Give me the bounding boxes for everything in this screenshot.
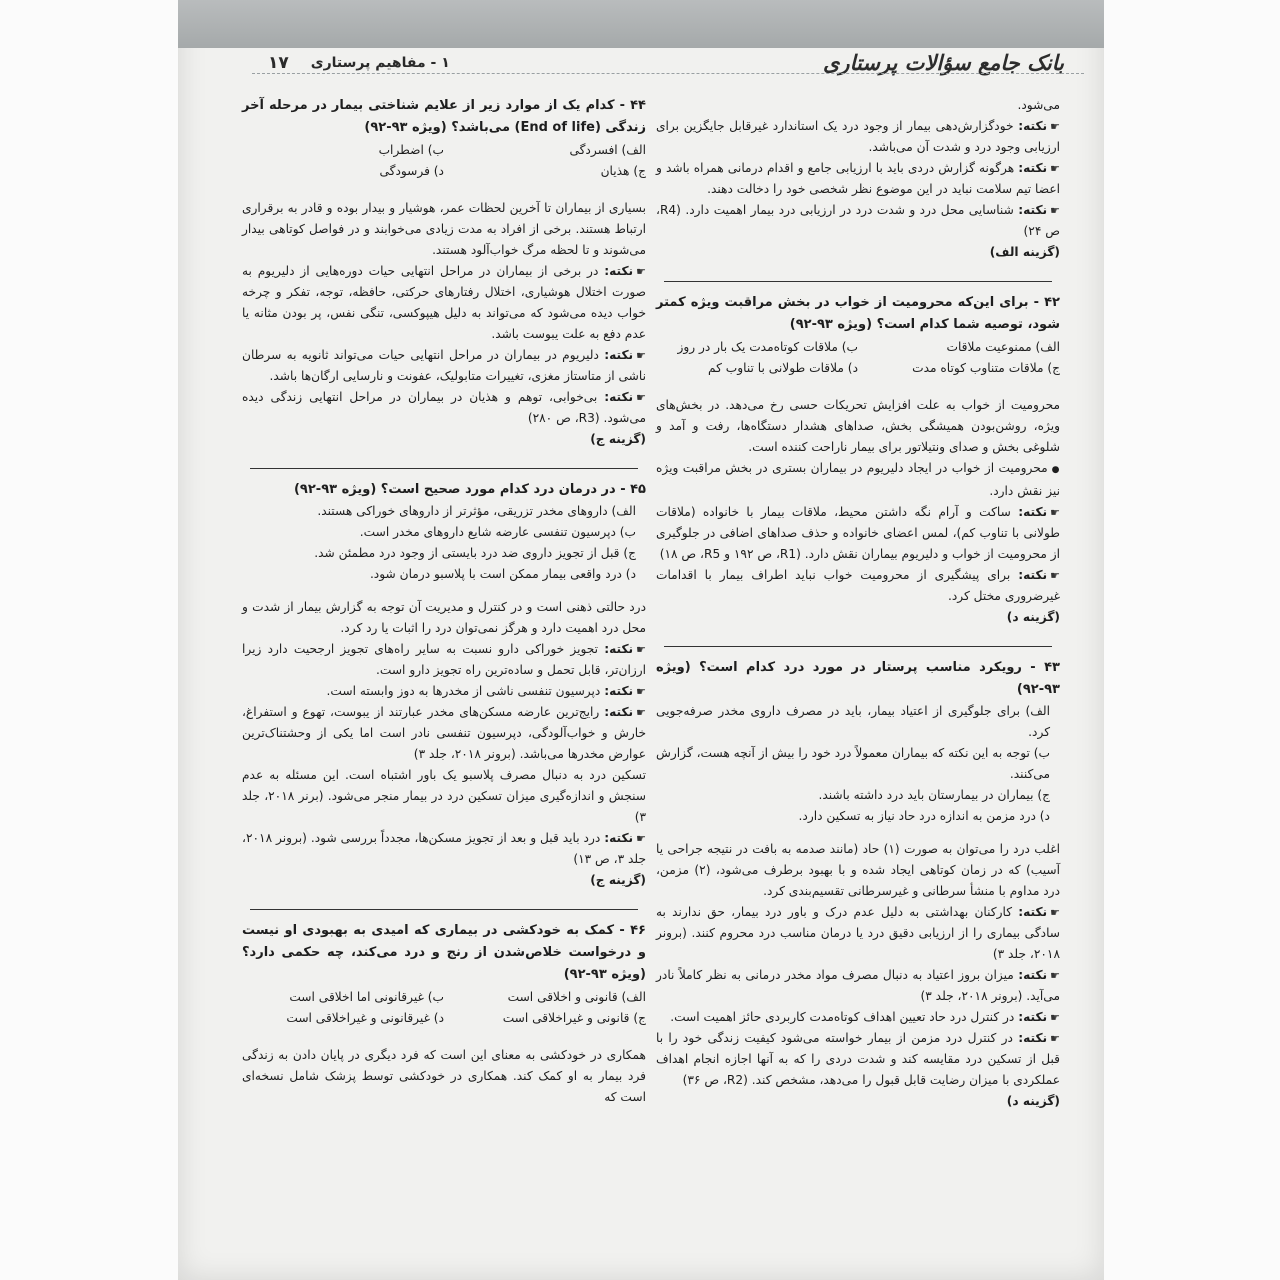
bullet-point: ● محرومیت از خواب در ایجاد دلیریوم در بیماران بستری در بخش مراقبت ویژه نیز نقش دارد. [656, 458, 1060, 502]
explanation: اغلب درد را می‌توان به صورت (۱) حاد (مانند صدمه به بافت در نتیجه جراحی یا آسیب) که در زمان کوتاهی ایجاد شده و با بهبود برطرف می‌شود، (۲) مزمن، درد مداوم با منشأ سرطانی و غیرسرطانی تقسیم‌بندی کرد. [656, 842, 1060, 898]
answer: (گزینه د) [1006, 610, 1060, 624]
note: ☛ نکته: تجویز خوراکی دارو نسبت به سایر راه‌های تجویز ارجحیت دارد زیرا ارزان‌تر، قابل تحمل و ساده‌ترین راه تجویز دارو است. [242, 639, 646, 681]
question-45: ۴۵ - در درمان درد کدام مورد صحیح است؟ (ویژه ۹۳-۹۲) [293, 482, 646, 497]
option: د) فرسودگی [379, 164, 444, 178]
answer: (گزینه الف) [989, 245, 1060, 259]
note: ☛ نکته: بی‌خوابی، توهم و هذیان در بیماران در مراحل انتهایی زندگی دیده می‌شود. (R3، ص ۲۸۰) [242, 387, 646, 429]
option: ب) دپرسیون تنفسی عارضه شایع داروهای مخدر است. [359, 525, 636, 539]
note-label: ☛ نکته: [1018, 968, 1060, 982]
answer: (گزینه ج) [590, 873, 646, 887]
option: الف) افسردگی [569, 143, 646, 157]
question-separator [250, 468, 638, 469]
note: ☛ نکته: کارکنان بهداشتی به دلیل عدم درک و باور درد بیمار، حق ندارند به سادگی بیماری را از ارزیابی دقیق درد یا درمان مناسب درد محروم کنند. (برونر ۲۰۱۸، جلد ۳) [656, 902, 1060, 965]
left-column [242, 95, 646, 1108]
note-label: ☛ نکته: [604, 831, 646, 845]
option: الف) ممنوعیت ملاقات [946, 340, 1060, 354]
note-label: ☛ نکته: [1018, 203, 1060, 217]
question-43: ۴۳ - رویکرد مناسب پرستار در مورد درد کدام است؟ (ویژه ۹۳-۹۲) [656, 660, 1060, 697]
option: ب) ملاقات کوتاه‌مدت یک بار در روز [677, 340, 858, 354]
note-label: ☛ نکته: [1018, 568, 1060, 582]
note: ☛ نکته: برای پیشگیری از محرومیت خواب نباید اطراف بیمار با اقدامات غیرضروری مختل کرد. [656, 565, 1060, 607]
note: ☛ نکته: در کنترل درد حاد تعیین اهداف کوتاه‌مدت کاربردی حائز اهمیت است. [656, 1007, 1060, 1028]
option: ب) غیرقانونی اما اخلاقی است [289, 990, 444, 1004]
option: ج) قبل از تجویز داروی ضد درد بایستی از وجود درد مطمئن شد. [314, 546, 636, 560]
option: الف) برای جلوگیری از اعتیاد بیمار، باید در مصرف داروی مخدر صرفه‌جویی کرد. [656, 704, 1050, 739]
option: ج) هذیان [600, 164, 646, 178]
question-46-options [242, 987, 646, 1029]
option: ج) ملاقات متناوب کوتاه مدت [912, 361, 1060, 375]
continued-text: می‌شود. [1017, 98, 1060, 112]
note: ☛ نکته: دپرسیون تنفسی ناشی از مخدرها به دوز وابسته است. [242, 681, 646, 702]
note-label: ☛ نکته: [604, 684, 646, 698]
header-band [178, 0, 1104, 48]
option: ب) توجه به این نکته که بیماران معمولاً درد خود را بیش از آنچه هست، گزارش می‌کنند. [656, 746, 1050, 781]
question-43-options [656, 701, 1060, 827]
answer: (گزینه د) [1006, 1094, 1060, 1108]
question-42-options [656, 337, 1060, 379]
question-42: ۴۲ - برای این‌که محرومیت از خواب در بخش مراقبت ویژه کمتر شود، توصیه شما کدام است؟ (ویژه ۹۳-۹۲) [656, 295, 1060, 332]
note: ☛ نکته: در کنترل درد مزمن از بیمار خواسته می‌شود کیفیت زندگی خود را با قبل از تسکین درد مقایسه کند و شدت دردی را که به آنها اجازه انجام اهداف عملکردی با میزان رضایت قابل قبول را می‌دهد، مشخص کند. (R2، ص ۳۶) [656, 1028, 1060, 1091]
explanation: بسیاری از بیماران تا آخرین لحظات عمر، هوشیار و بیدار بوده و قادر به برقراری ارتباط هستند. برخی از افراد به مدت زیادی می‌خوابند و در فواصل کوتاهی بیدار می‌شوند و تا لحظه مرگ خواب‌آلود هستند. [242, 201, 646, 257]
question-separator [664, 646, 1052, 647]
page-number: ۱۷ [268, 53, 289, 73]
option: د) ملاقات طولانی با تناوب کم [707, 361, 858, 375]
note-label: ☛ نکته: [604, 348, 646, 362]
option: ب) اضطراب [378, 143, 444, 157]
explanation: محرومیت از خواب به علت افزایش تحریکات حسی رخ می‌دهد. در بخش‌های ویژه، روشن‌بودن همیشگی بخش، صداهای هشدار دستگاه‌ها، رفت و آمد و شلوغی بخش و صدای ونتیلاتور برای بیمار ناراحت کننده است. [656, 398, 1060, 454]
note-label: ☛ نکته: [604, 264, 646, 278]
option: ج) بیماران در بیمارستان باید درد داشته باشند. [818, 788, 1050, 802]
explanation: درد حالتی ذهنی است و در کنترل و مدیریت آن توجه به گزارش بیمار از شدت و محل درد اهمیت دارد و هرگز نمی‌توان درد را اثبات یا رد کرد. [242, 600, 646, 635]
running-header [268, 52, 628, 74]
note-label: ☛ نکته: [1018, 119, 1060, 133]
note-label: ☛ نکته: [1018, 1031, 1060, 1045]
note: ☛ نکته: دلیریوم در بیماران در مراحل انتهایی حیات می‌تواند ثانویه به سرطان ناشی از متاستاز مغزی، تغییرات متابولیک، عفونت و نارسایی ارگان‌ها باشد. [242, 345, 646, 387]
option: ج) قانونی و غیراخلاقی است [502, 1011, 646, 1025]
note: ☛ نکته: ساکت و آرام نگه داشتن محیط، ملاقات بیمار با خانواده (ملاقات طولانی با تناوب کم)، لمس اعضای خانواده و حذف صداهای اضافی در جلوگیری از محرومیت از خواب و دلیریوم بیماران نقش دارد. (R1، ص ۱۹۲ و R5، ص ۱۸) [656, 502, 1060, 565]
note: ☛ نکته: خودگزارش‌دهی بیمار از وجود درد یک استاندارد غیرقابل جایگزین برای ارزیابی وجود درد و شدت آن می‌باشد. [656, 116, 1060, 158]
note: ☛ نکته: هرگونه گزارش دردی باید با ارزیابی جامع و اقدام درمانی همراه باشد و اعضا تیم سلامت نباید در این موضوع نظر شخصی خود را دخالت دهند. [656, 158, 1060, 200]
answer: (گزینه ج) [590, 432, 646, 446]
note-label: ☛ نکته: [604, 705, 646, 719]
book-page [178, 0, 1104, 1280]
note: ☛ نکته: در برخی از بیماران در مراحل انتهایی حیات دوره‌هایی از دلیریوم به صورت اختلال هوشیاری، اختلال رفتارهای حرکتی، حافظه، توجه، تفکر و چرخه خواب دیده می‌شود که می‌تواند به دلیل هیپوکسی، تنگی نفس، پر بودن مثانه یا عدم دفع به علت یبوست باشد. [242, 261, 646, 345]
note-label: ☛ نکته: [1018, 505, 1060, 519]
scan-margin-right [1104, 0, 1280, 1280]
question-separator [250, 909, 638, 910]
note: ☛ نکته: رایج‌ترین عارضه مسکن‌های مخدر عبارتند از یبوست، تهوع و استفراغ، خارش و خواب‌آلودگی، دپرسیون تنفسی نادر است اما یکی از وحشتناک‌ترین عوارض مخدرها می‌باشد. (برونر ۲۰۱۸، جلد ۳) [242, 702, 646, 765]
question-44: ۴۴ - کدام یک از موارد زیر از علایم شناختی بیمار در مرحله آخر زندگی (End of life) می‌باشد؟ (ویژه ۹۳-۹۲) [242, 98, 646, 135]
explanation: تسکین درد به دنبال مصرف پلاسبو یک باور اشتباه است. این مسئله به عدم سنجش و اندازه‌گیری میزان تسکین درد در بیمار منجر می‌شود. (برنر ۲۰۱۸، جلد ۳) [242, 768, 646, 824]
option: الف) داروهای مخدر تزریقی، مؤثرتر از داروهای خوراکی هستند. [317, 504, 636, 518]
book-title: بانک جامع سؤالات پرستاری [823, 50, 1064, 75]
question-45-options [242, 501, 646, 585]
option: د) غیرقانونی و غیراخلاقی است [286, 1011, 444, 1025]
question-separator [664, 281, 1052, 282]
option: الف) قانونی و اخلاقی است [507, 990, 646, 1004]
chapter-title: ۱ - مفاهیم پرستاری [310, 55, 450, 71]
note-label: ☛ نکته: [604, 390, 646, 404]
question-44-options [242, 140, 646, 182]
note-label: ☛ نکته: [1018, 905, 1060, 919]
option: د) درد واقعی بیمار ممکن است با پلاسبو درمان شود. [369, 567, 636, 581]
question-46: ۴۶ - کمک به خودکشی در بیماری که امیدی به بهبودی او نیست و درخواست خلاص‌شدن از رنج و درد می‌کند، چه حکمی دارد؟ (ویژه ۹۳-۹۲) [242, 923, 646, 982]
note: ☛ نکته: میزان بروز اعتیاد به دنبال مصرف مواد مخدر درمانی به نظر کاملاً نادر می‌آید. (برونر ۲۰۱۸، جلد ۳) [656, 965, 1060, 1007]
note-label: ☛ نکته: [1018, 161, 1060, 175]
header-rule [252, 73, 1084, 74]
explanation: همکاری در خودکشی به معنای این است که فرد دیگری در پایان دادن به زندگی فرد بیمار به او کمک کند. همکاری در خودکشی توسط پزشک شامل نسخه‌ای است که [242, 1048, 646, 1104]
note: ☛ نکته: درد باید قبل و بعد از تجویز مسکن‌ها، مجدداً بررسی شود. (برونر ۲۰۱۸، جلد ۳، ص ۱۳) [242, 828, 646, 870]
option: د) درد مزمن به اندازه درد حاد نیاز به تسکین دارد. [798, 809, 1050, 823]
note-label: ☛ نکته: [604, 642, 646, 656]
note-label: ☛ نکته: [1018, 1010, 1060, 1024]
scan-margin-left [0, 0, 178, 1280]
note: ☛ نکته: شناسایی محل درد و شدت درد در ارزیابی درد بیمار اهمیت دارد. (R4، ص ۲۴) [656, 200, 1060, 242]
right-column [656, 95, 1060, 1112]
